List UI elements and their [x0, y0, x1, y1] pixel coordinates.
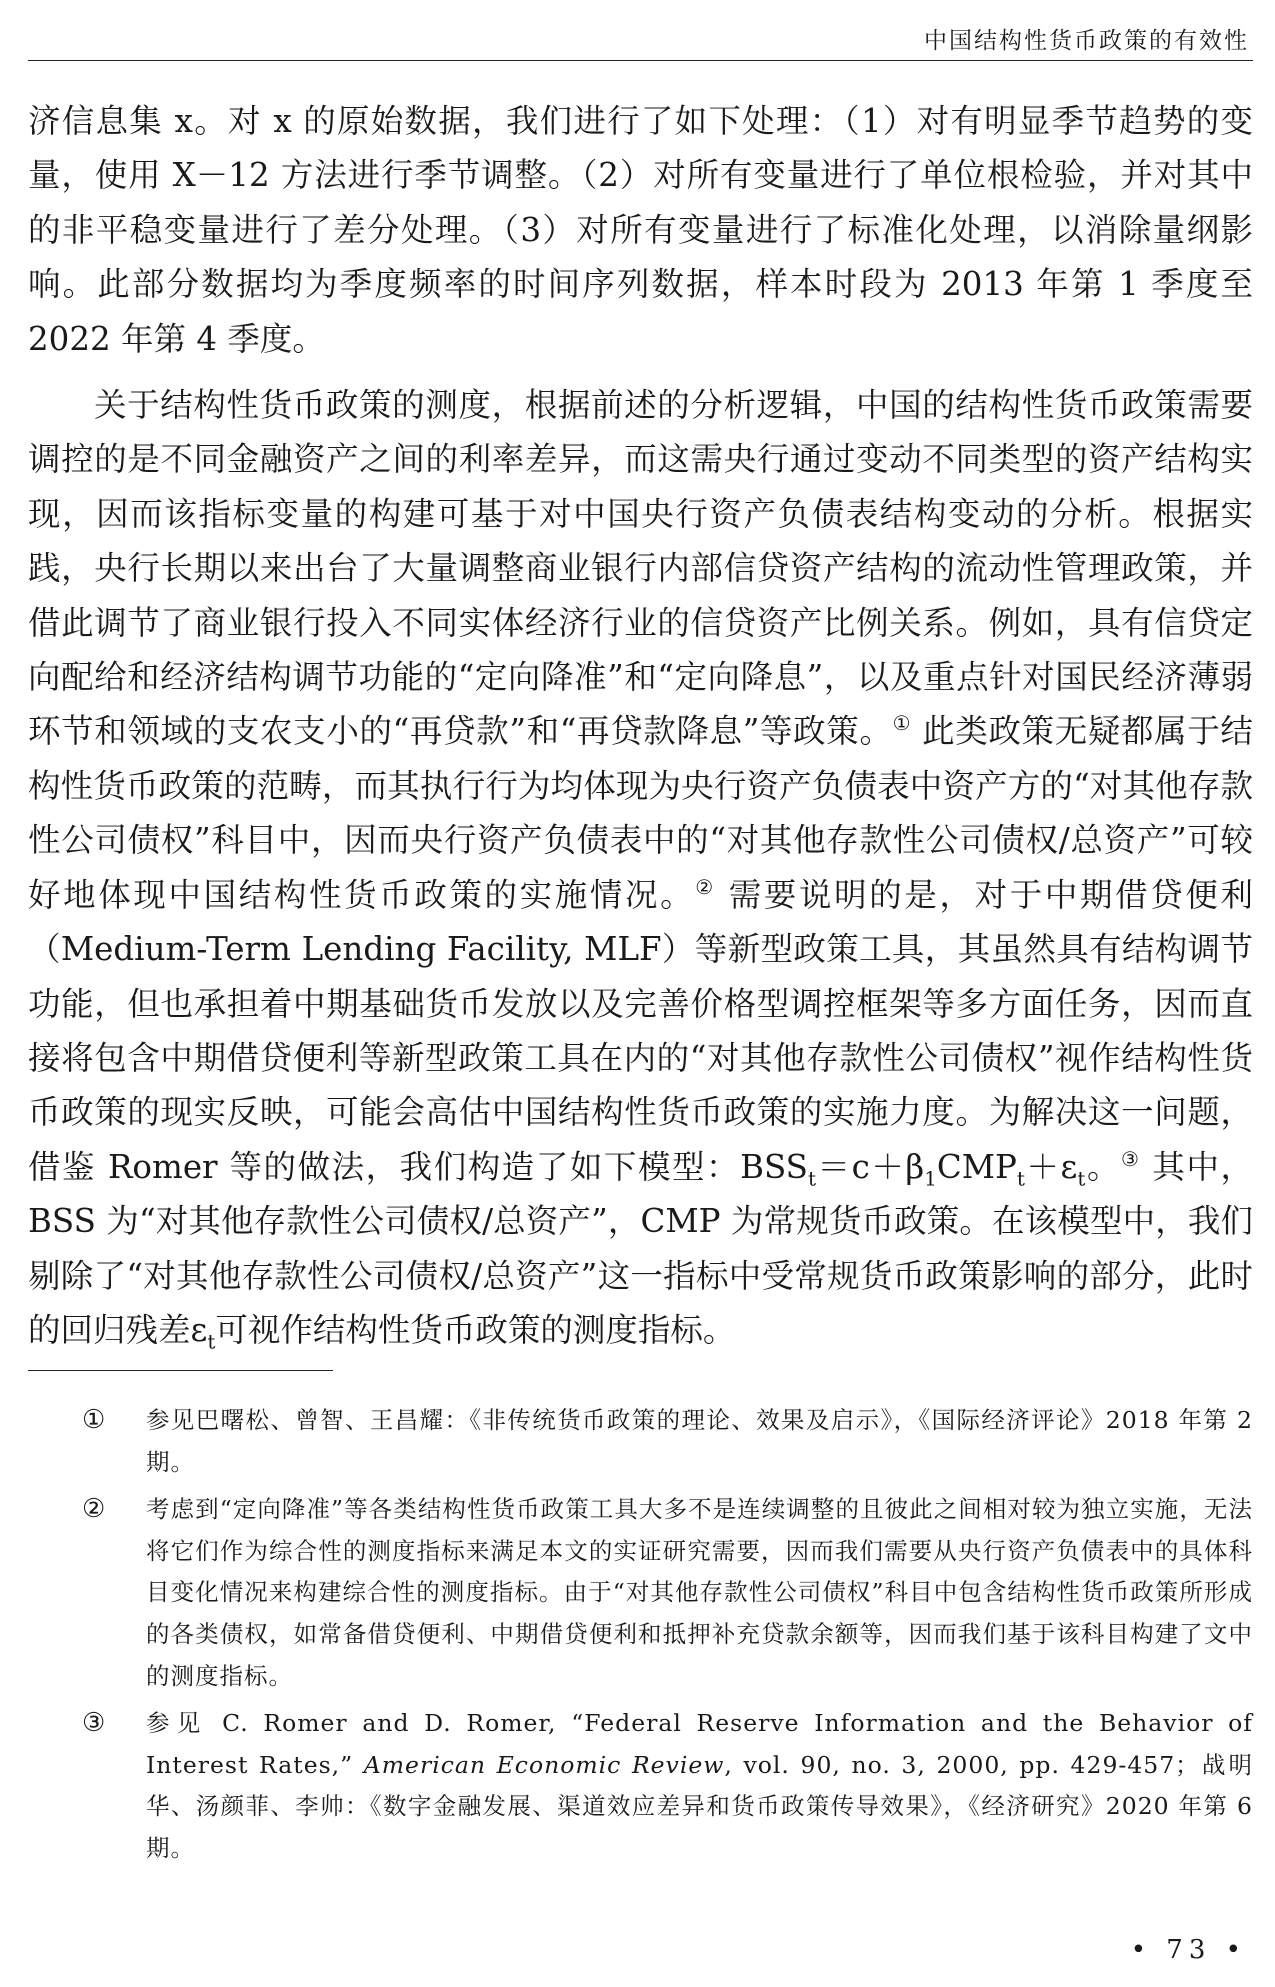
footnote-text: 参见巴曙松、曾智、王昌耀：《非传统货币政策的理论、效果及启示》，《国际经济评论》2018 年第 2 期。: [146, 1406, 1253, 1476]
page-number: • 73 •: [1130, 1935, 1247, 1965]
eq-end: 。: [1085, 1147, 1122, 1186]
paragraph-2-part-b: 此类政策无疑都属于结构性货币政策的范畴，而其执行行为均体现为央行资产负债表中资产方的“对其他存款性公司债权”科目中，因而央行资产负债表中的“对其他存款性公司债权/总资产”可较好地体现中国结构性货币政策的实施情况。: [28, 712, 1253, 914]
footnote-text: 考虑到“定向降准”等各类结构性货币政策工具大多不是连续调整的且彼此之间相对较为独立实施，无法将它们作为综合性的测度指标来满足本文的实证研究需要，因而我们需要从央行资产负债表中的具体科目变化情况来构建综合性的测度指标。由于“对其他存款性公司债权”科目中包含结构性货币政策所形成的各类债权，如常备借贷便利、中期借贷便利和抵押补充贷款余额等，因而我们基于该科目构建了文中的测度指标。: [146, 1495, 1253, 1690]
eq-plus: ＋ε: [1024, 1147, 1078, 1186]
body-text: [28, 94, 1253, 1357]
footnote-text: 参见 C. Romer and D. Romer, “Federal Reserve Information and the Behavior of Interest Rates,”: [146, 1709, 1253, 1779]
footnote-1: [28, 1400, 1253, 1483]
eq-cmp: CMP: [936, 1147, 1017, 1186]
residual-sub-t: t: [207, 1329, 216, 1354]
footnote-text: , vol. 90, no. 3, 2000, pp. 429-457；战明华、汤颜菲、李帅：《数字金融发展、渠道效应差异和货币政策传导效果》，《经济研究》2020 年第 6 期。: [146, 1750, 1253, 1862]
eq-sub-t: t: [1077, 1166, 1086, 1191]
running-head-title: 中国结构性货币政策的有效性: [924, 28, 1249, 54]
journal-title: American Economic Review: [363, 1750, 725, 1779]
paragraph-2-part-c: 需要说明的是，对于中期借贷便利（Medium-Term Lending Facility, MLF）等新型政策工具，其虽然具有结构调节功能，但也承担着中期基础货币发放以及完善价格型调控框架等多方面任务，因而直接将包含中期借贷便利等新型政策工具在内的“对其他存款性公司债权”视作结构性货币政策的现实反映，可能会高估中国结构性货币政策的实施力度。为解决这一问题，借鉴 Romer 等的做法，我们构造了如下模型：: [28, 875, 1253, 1186]
equation: [740, 1147, 1122, 1191]
footnote-mark: ②: [82, 1494, 107, 1525]
footnotes: [28, 1400, 1253, 1876]
eq-lhs: BSS: [740, 1147, 808, 1186]
paragraph-2: [28, 378, 1253, 1357]
eq-sub-t: t: [1016, 1166, 1025, 1191]
eq-sub-1: 1: [924, 1166, 937, 1191]
footnote-mark: ①: [82, 1405, 107, 1435]
eq-mid: ＝c＋β: [816, 1147, 925, 1186]
paragraph-2-part-e: 可视作结构性货币政策的测度指标。: [215, 1310, 736, 1349]
paragraph-2-part-d: 其中，BSS 为“对其他存款性公司债权/总资产”，CMP 为常规货币政策。在该模型中，我们剔除了“对其他存款性公司债权/总资产”这一指标中受常规货币政策影响的部分，此时的回归残差ε: [28, 1147, 1253, 1349]
note-ref-3: ③: [1121, 1146, 1141, 1171]
paragraph-2-part-a: 关于结构性货币政策的测度，根据前述的分析逻辑，中国的结构性货币政策需要调控的是不同金融资产之间的利率差异，而这需央行通过变动不同类型的资产结构实现，因而该指标变量的构建可基于对中国央行资产负债表结构变动的分析。根据实践，央行长期以来出台了大量调整商业银行内部信贷资产结构的流动性管理政策，并借此调节了商业银行投入不同实体经济行业的信贷资产比例关系。例如，具有信贷定向配给和经济结构调节功能的“定向降准”和“定向降息”，以及重点针对国民经济薄弱环节和领域的支农支小的“再贷款”和“再贷款降息”等政策。: [28, 386, 1253, 751]
eq-sub-t: t: [807, 1166, 816, 1191]
note-ref-2: ②: [695, 874, 716, 899]
note-ref-1: ①: [892, 711, 912, 736]
paragraph-1: 济信息集 x。对 x 的原始数据，我们进行了如下处理：（1）对有明显季节趋势的变量，使用 X－12 方法进行季节调整。（2）对所有变量进行了单位根检验，并对其中的非平稳变量进行了差分处理。（3）对所有变量进行了标准化处理，以消除量纲影响。此部分数据均为季度频率的时间序列数据，样本时段为 2013 年第 1 季度至 2022 年第 4 季度。: [28, 102, 1253, 358]
footnote-mark: ③: [82, 1708, 107, 1739]
footnote-3: [28, 1703, 1253, 1869]
running-header: [28, 18, 1253, 61]
footnote-2: [28, 1489, 1253, 1697]
footnote-separator: [28, 1370, 333, 1371]
